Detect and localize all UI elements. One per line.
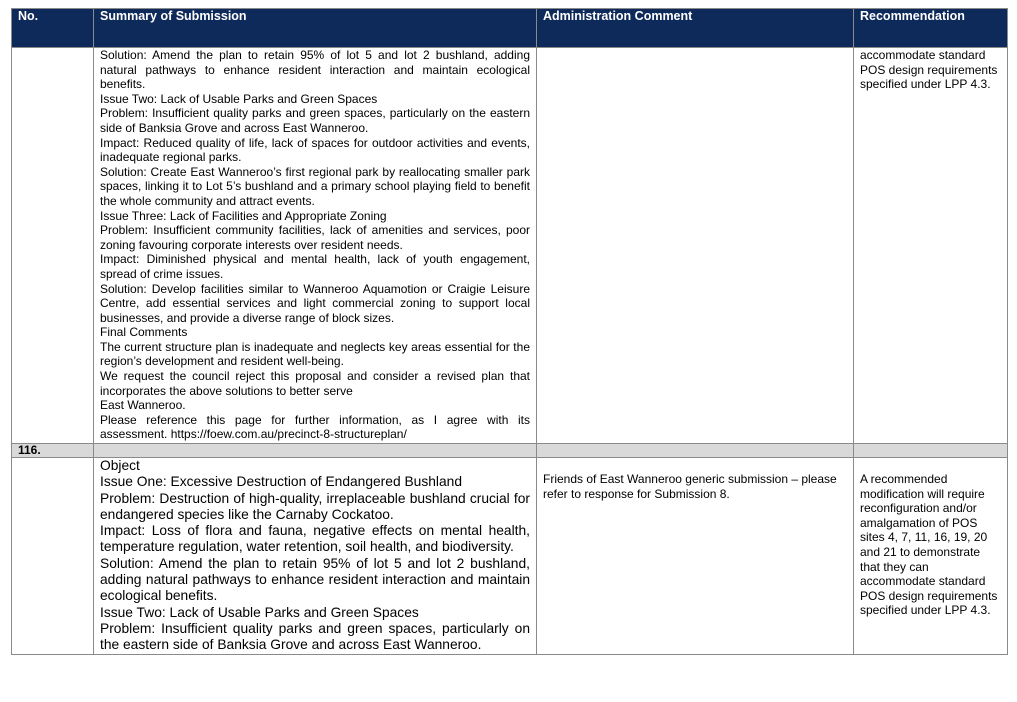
header-summary: Summary of Submission [94,9,537,48]
cell-no-continued [12,48,94,444]
summary-text-continued [100,48,530,442]
id-row-blank [94,444,537,458]
summary-line: Solution: Develop facilities similar to Wanneroo Aquamotion or Craigie Leisure Centre, add essential services and light commercial zoning to support local businesses, and provide a diverse range of block sizes. [100,281,530,325]
cell-recommendation-continued [854,48,1008,444]
cell-admin-continued [537,48,854,444]
cell-summary-116 [94,458,537,655]
summary-line: Solution: Amend the plan to retain 95% of lot 5 and lot 2 bushland, adding natural pathways to enhance resident interaction and maintain ecological benefits. [100,48,530,92]
header-no: No. [12,9,94,48]
summary-line: Impact: Diminished physical and mental health, lack of youth engagement, spread of crime issues. [100,252,530,281]
summary-line: The current structure plan is inadequate and neglects key areas essential for the region’s development and resident well-being. [100,339,530,369]
table-row-116 [12,458,1008,655]
cell-admin-116 [537,458,854,655]
recommendation-text-continued: accommodate standard POS design requirements specified under LPP 4.3. [860,48,998,92]
summary-line: Problem: Insufficient quality parks and green spaces, particularly on the eastern side of Banksia Grove and across East Wanneroo. [100,620,530,653]
summary-line: Please reference this page for further information, as I agree with its assessment. https://foew.com.au/precinct-8-structureplan/ [100,412,530,442]
summary-line: We request the council reject this proposal and consider a revised plan that incorporates the above solutions to better serve [100,369,530,398]
summary-line: Issue Two: Lack of Usable Parks and Green Spaces [100,604,419,620]
header-row [12,9,1008,48]
summary-line: Problem: Insufficient quality parks and green spaces, particularly on the eastern side of Banksia Grove and across East Wanneroo. [100,106,530,135]
table-row-id-116 [12,444,1008,458]
cell-recommendation-116 [854,458,1008,655]
cell-no-116 [12,458,94,655]
submission-number: 116. [12,444,94,458]
summary-line: Solution: Amend the plan to retain 95% of lot 5 and lot 2 bushland, adding natural pathways to enhance resident interaction and maintain ecological benefits. [100,555,530,604]
summary-text-116 [100,458,530,654]
summary-line: Issue Three: Lack of Facilities and Appropriate Zoning [100,208,387,223]
submissions-table [11,8,1008,655]
table-header [12,9,1008,48]
id-row-blank [854,444,1008,458]
summary-line: Solution: Create East Wanneroo’s first regional park by reallocating smaller park spaces, linking it to Lot 5’s bushland and a primary school playing field to benefit the whole community and attract events. [100,164,530,208]
id-row-blank [537,444,854,458]
summary-line: Problem: Destruction of high-quality, irreplaceable bushland crucial for endangered species like the Carnaby Cockatoo. [100,490,530,522]
recommendation-text-116: A recommended modification will require reconfiguration and/or amalgamation of POS sites 4, 7, 11, 16, 19, 20 and 21 to demonstrate that they can accommodate standard POS design requirements specified under LPP 4.3. [860,472,998,618]
admin-comment-116: Friends of East Wanneroo generic submission – please refer to response for Submission 8. [543,472,837,501]
summary-line: Impact: Reduced quality of life, lack of spaces for outdoor activities and events, inadequate regional parks. [100,135,530,165]
summary-line: Impact: Loss of flora and fauna, negative effects on mental health, temperature regulation, water retention, soil health, and biodiversity. [100,523,530,555]
summary-line: East Wanneroo. [100,398,186,413]
table-row-continued [12,48,1008,444]
summary-line: Object [100,458,140,473]
summary-line: Issue Two: Lack of Usable Parks and Green Spaces [100,91,378,106]
header-recommendation: Recommendation [854,9,1008,48]
summary-line: Issue One: Excessive Destruction of Endangered Bushland [100,474,462,490]
summary-line: Final Comments [100,325,188,340]
summary-line: Problem: Insufficient community facilities, lack of amenities and services, poor zoning favouring corporate interests over resident needs. [100,223,530,252]
cell-summary-continued [94,48,537,444]
header-admin-comment: Administration Comment [537,9,854,48]
